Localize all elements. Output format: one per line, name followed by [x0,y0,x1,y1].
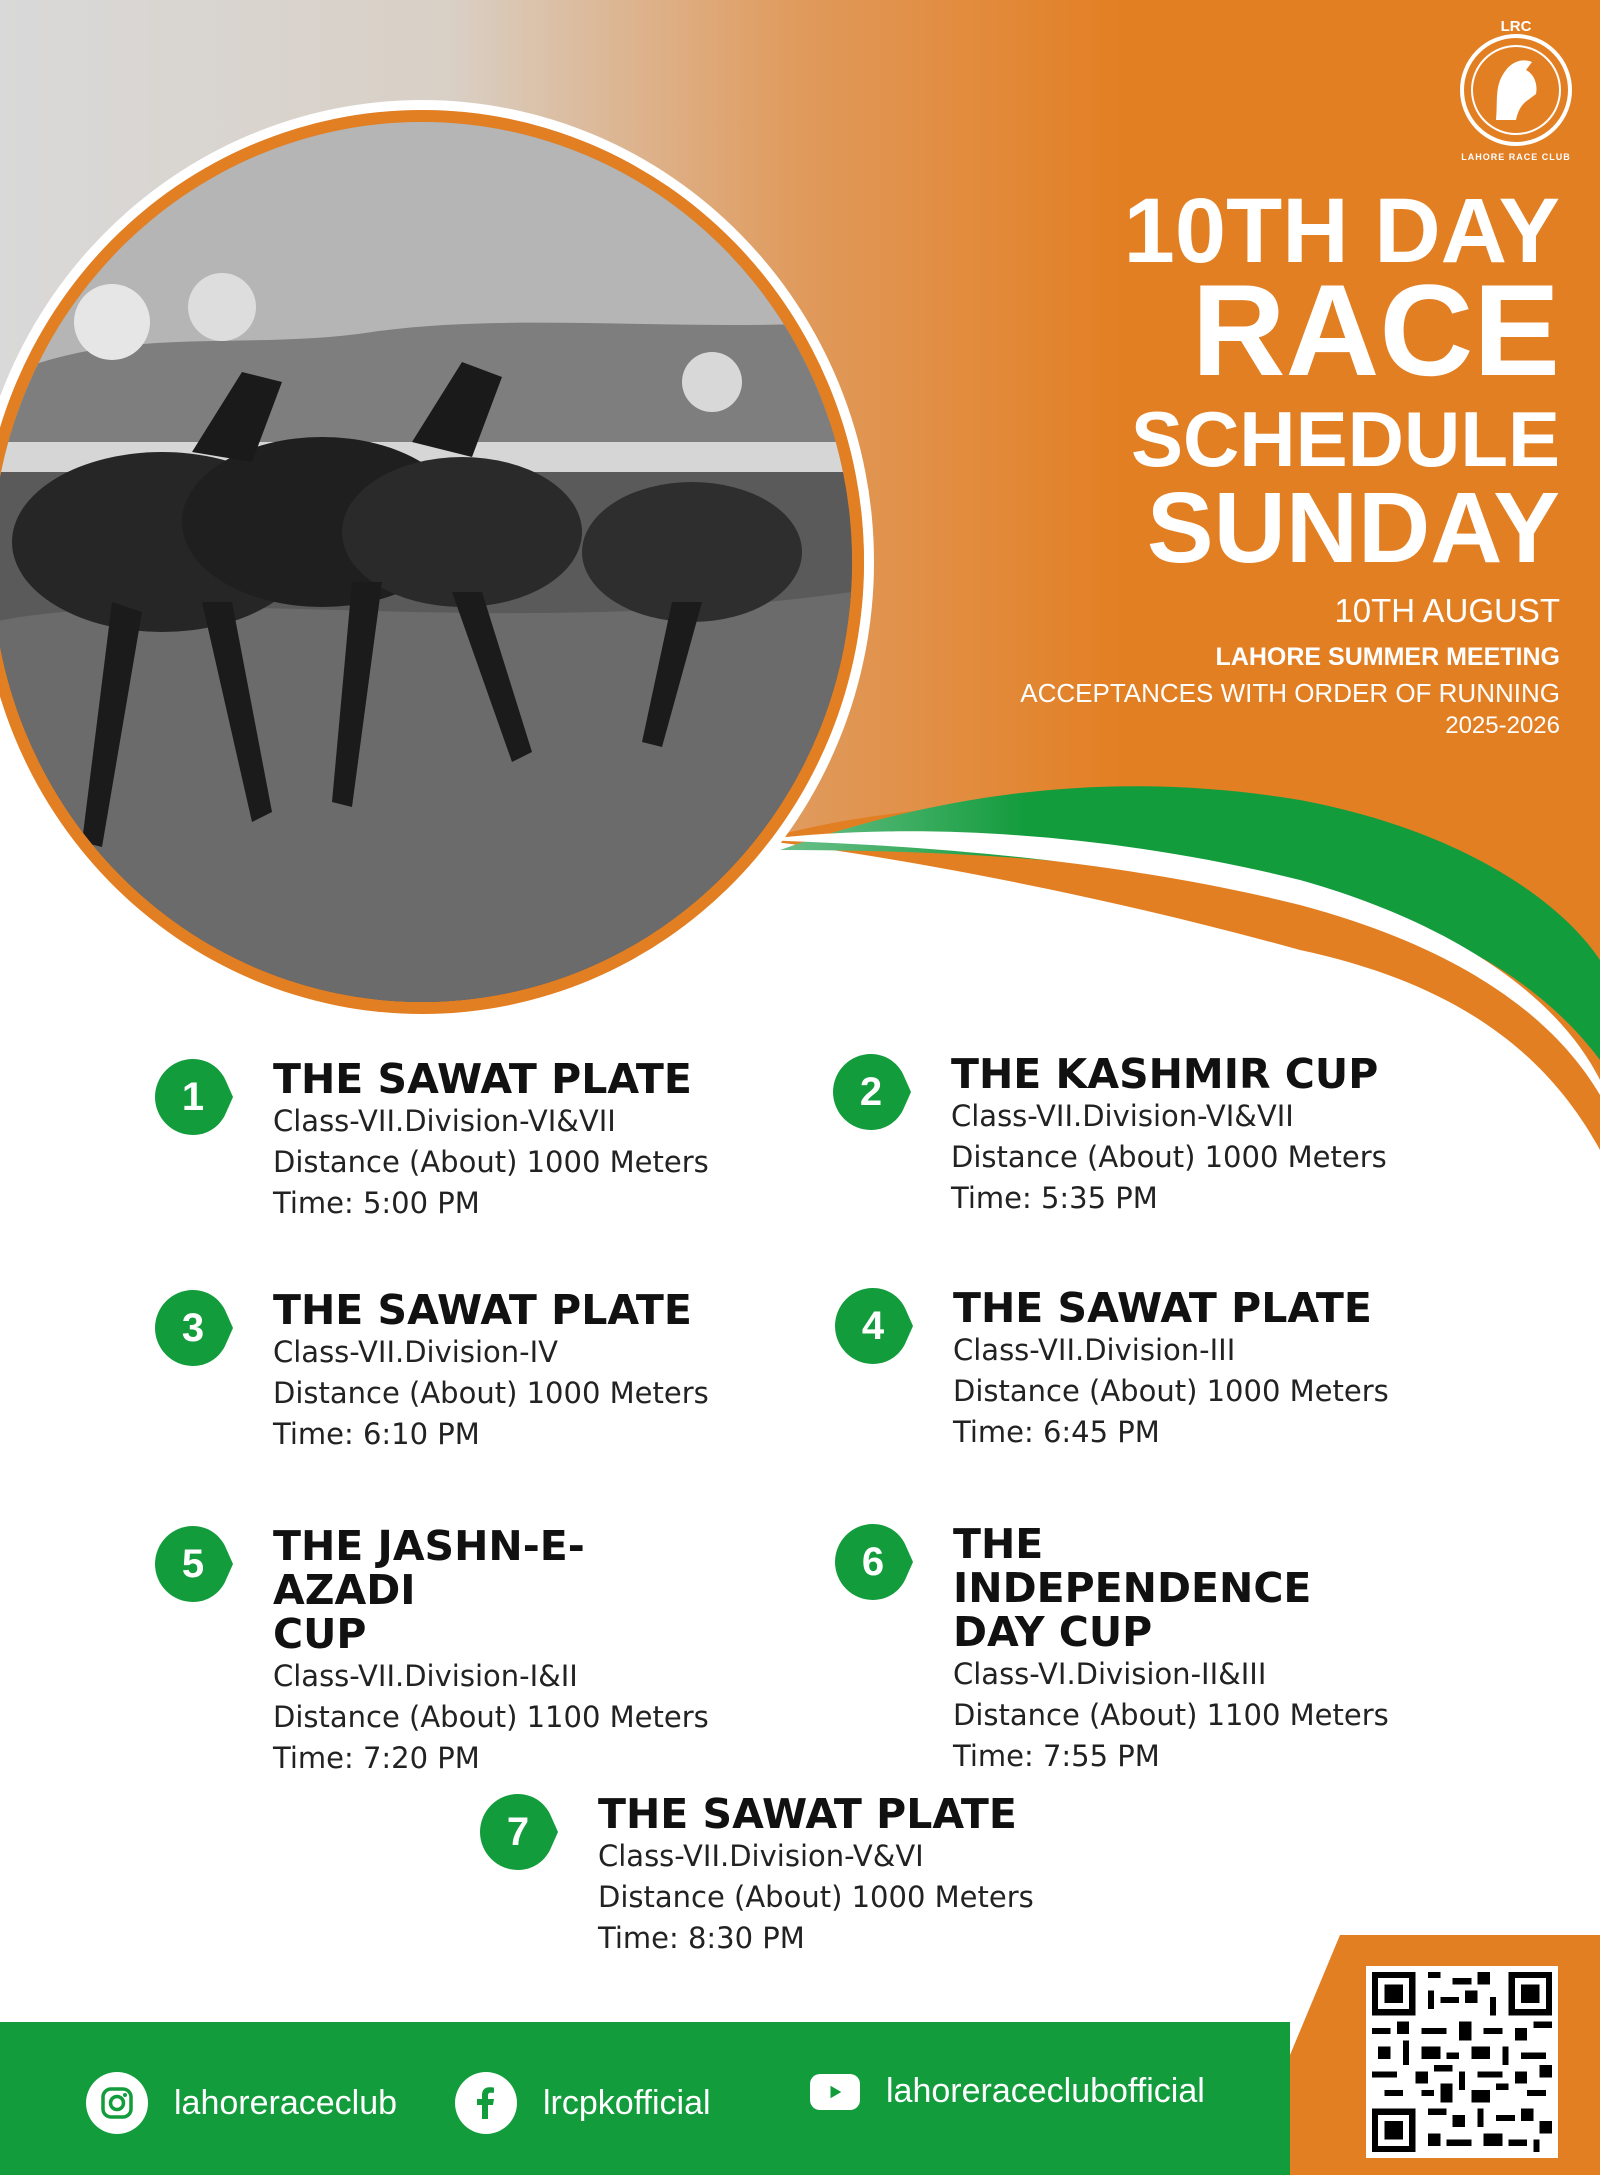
race-number: 6 [861,1540,885,1584]
acceptances-text: ACCEPTANCES WITH ORDER OF RUNNING [1020,678,1560,708]
event-date: 10TH AUGUST [1334,592,1560,629]
youtube-handle[interactable]: lahoreraceclubofficial [886,2072,1205,2110]
race-number: 7 [506,1810,530,1854]
race-distance: Distance (About) 1000 Meters [953,1374,1389,1408]
race-badge [155,1057,235,1137]
headline-schedule: SCHEDULE [1130,395,1560,483]
race-title: THE SAWAT PLATE [273,1286,692,1334]
race-distance: Distance (About) 1000 Meters [598,1880,1034,1914]
social-youtube[interactable] [810,2072,1205,2111]
season-text: 2025-2026 [1445,712,1560,739]
race-number: 2 [859,1070,883,1114]
facebook-icon [455,2072,517,2134]
race-badge [835,1522,915,1602]
race-time: Time: 8:30 PM [598,1921,805,1955]
logo-top-text: LRC [1500,18,1532,35]
race-distance: Distance (About) 1000 Meters [273,1376,709,1410]
qr-code[interactable] [1366,1966,1558,2158]
race-time: Time: 5:35 PM [951,1181,1158,1215]
race-title-line1: THE JASHN-E-AZADI [273,1522,585,1614]
race-class: Class-VI.Division-II&III [953,1657,1267,1691]
race-badge [833,1052,913,1132]
race-title: THE SAWAT PLATE [953,1284,1372,1332]
headline-day: 10TH DAY [1123,180,1560,282]
race-title: THE SAWAT PLATE [273,1055,692,1103]
race-number: 3 [181,1306,205,1350]
race-time: Time: 5:00 PM [273,1186,480,1220]
race-time: Time: 7:20 PM [273,1741,480,1775]
race-number: 1 [181,1075,205,1119]
race-title-line2: CUP [273,1610,367,1658]
race-distance: Distance (About) 1100 Meters [273,1700,709,1734]
facebook-handle[interactable]: lrcpkofficial [543,2083,711,2122]
race-class: Class-VII.Division-III [953,1333,1236,1367]
youtube-icon [810,2074,860,2110]
lrc-logo [1456,30,1576,150]
race-title-line2: DAY CUP [953,1608,1153,1656]
headline-sunday: SUNDAY [1146,472,1560,584]
social-instagram[interactable] [86,2072,397,2134]
race-badge [155,1524,235,1604]
social-facebook[interactable] [455,2072,711,2134]
instagram-handle[interactable]: lahoreraceclub [174,2083,398,2122]
race-time: Time: 6:45 PM [953,1415,1160,1449]
headline-race: RACE [1191,257,1560,403]
instagram-icon [86,2072,148,2134]
meeting-name: LAHORE SUMMER MEETING [1215,643,1560,671]
race-class: Class-VII.Division-VI&VII [273,1104,616,1138]
logo-bottom-text: LAHORE RACE CLUB [1461,152,1571,162]
race-title: THE SAWAT PLATE [598,1790,1017,1838]
race-class: Class-VII.Division-V&VI [598,1839,924,1873]
hero-race-photo [0,110,864,1014]
race-title-line1: THE INDEPENDENCE [953,1520,1312,1612]
race-number: 4 [861,1304,885,1348]
race-time: Time: 7:55 PM [953,1739,1160,1773]
race-time: Time: 6:10 PM [273,1417,480,1451]
race-distance: Distance (About) 1000 Meters [273,1145,709,1179]
race-title: THE KASHMIR CUP [951,1050,1379,1098]
race-class: Class-VII.Division-IV [273,1335,558,1369]
race-badge [155,1288,235,1368]
race-distance: Distance (About) 1000 Meters [951,1140,1387,1174]
race-badge [835,1286,915,1366]
race-badge [480,1792,560,1872]
race-number: 5 [181,1542,205,1586]
race-class: Class-VII.Division-VI&VII [951,1099,1294,1133]
race-distance: Distance (About) 1100 Meters [953,1698,1389,1732]
race-class: Class-VII.Division-I&II [273,1659,578,1693]
